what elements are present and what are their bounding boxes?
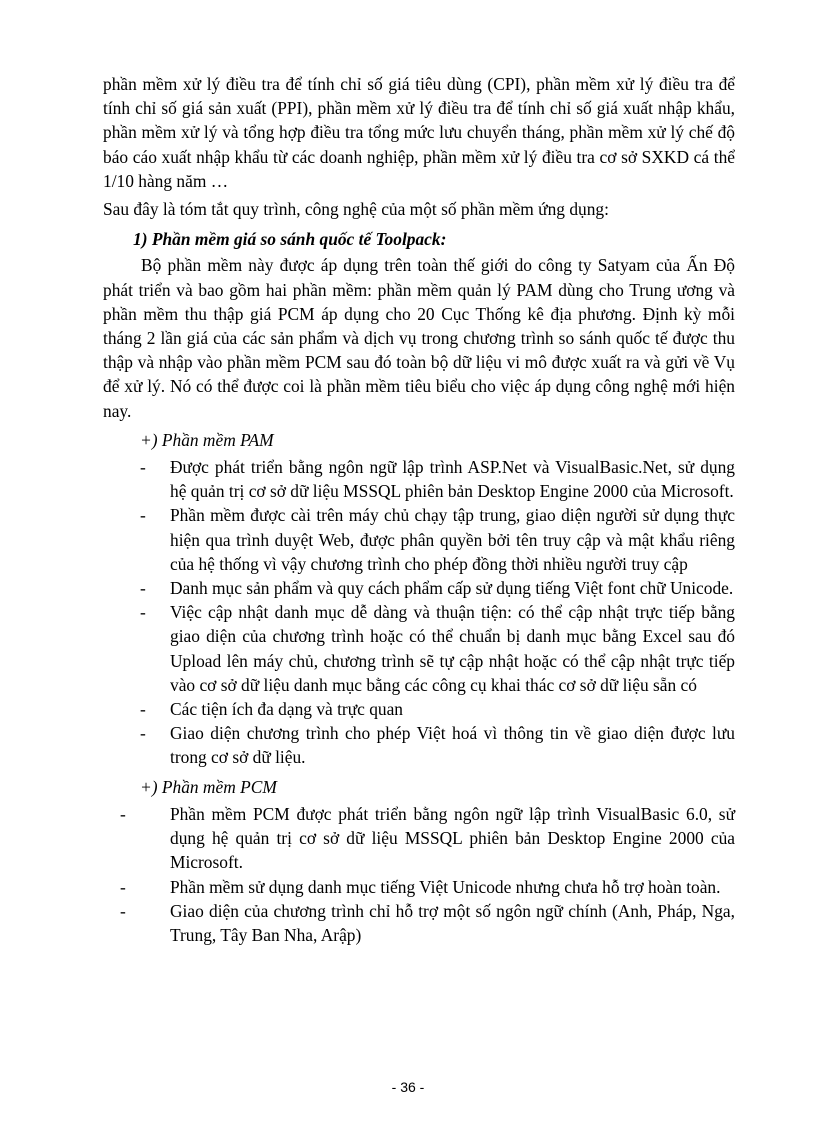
list-item: - Danh mục sản phẩm và quy cách phẩm cấp sử dụng tiếng Việt font chữ Unicode. <box>103 576 735 600</box>
page-number: - 36 - <box>391 1079 425 1095</box>
list-item: - Phần mềm được cài trên máy chủ chạy tập trung, giao diện người sử dụng thực hiện qua trình duyệt Web, được phân quyền bởi tên truy cập và mật khẩu riêng của hệ thống vì vậy chương trình cho phép đồng thời nhiều người truy cập <box>140 505 735 574</box>
list-item: - Giao diện chương trình cho phép Việt hoá vì thông tin về giao diện được lưu trong cơ sở dữ liệu. <box>140 723 735 768</box>
bullet-dash: - <box>140 578 146 599</box>
bullet-dash: - <box>140 723 146 744</box>
bullet-dash: - <box>120 803 126 824</box>
bullet-dash: - <box>140 505 146 526</box>
pam-heading: +) Phần mềm PAM <box>140 429 274 450</box>
intro-paragraph: phần mềm xử lý điều tra để tính chỉ số giá tiêu dùng (CPI), phần mềm xử lý điều tra để tính chỉ số giá sản xuất (PPI), phần mềm xử lý điều tra để tính chỉ số giá xuất nhập khẩu, phần mềm xử lý và tổng hợp điều tra tổng mức lưu chuyển tháng, phần mềm xử lý chế độ báo cáo xuất nhập khẩu từ các doanh nghiệp, phần mềm xử lý điều tra cơ sở SXKD cá thể 1/10 hàng năm … <box>103 74 735 191</box>
pam-list <box>103 455 735 770</box>
toolpack-paragraph: Bộ phần mềm này được áp dụng trên toàn thế giới do công ty Satyam của Ấn Độ phát triển và bao gồm hai phần mềm: phần mềm quản lý PAM dùng cho Trung ương và phần mềm thu thập giá PCM áp dụng cho 20 Cục Thống kê địa phương. Định kỳ mỗi tháng 2 lần giá của các sản phẩm và dịch vụ trong chương trình so sánh quốc tế được thu thập và nhập vào phần mềm PCM sau đó toàn bộ dữ liệu vi mô được xuất ra và gửi về Vụ để xử lý. Nó có thể được coi là phần mềm tiêu biểu cho việc áp dụng công nghệ mới hiện nay. <box>103 255 735 421</box>
bullet-dash: - <box>140 457 146 478</box>
list-item: - Được phát triển bằng ngôn ngữ lập trình ASP.Net và VisualBasic.Net, sử dụng hệ quản trị cơ sở dữ liệu MSSQL phiên bản Desktop Engine 2000 của Microsoft. <box>140 457 735 502</box>
list-item: - Việc cập nhật danh mục dễ dàng và thuận tiện: có thể cập nhật trực tiếp bằng giao diện của chương trình hoặc có thể chuẩn bị danh mục bằng Excel sau đó Upload lên máy chủ, chương trình sẽ tự cập nhật hoặc có thể cập nhật trực tiếp vào cơ sở dữ liệu danh mục bằng các công cụ khai thác cơ sở dữ liệu sẵn có <box>140 602 735 695</box>
pcm-heading: +) Phần mềm PCM <box>140 776 277 797</box>
bullet-dash: - <box>140 602 146 623</box>
summary-paragraph: Sau đây là tóm tắt quy trình, công nghệ của một số phần mềm ứng dụng: <box>103 199 609 220</box>
bullet-dash: - <box>120 876 126 897</box>
pcm-list <box>103 802 735 947</box>
bullet-dash: - <box>120 900 126 921</box>
list-item: - Các tiện ích đa dạng và trực quan <box>103 697 735 721</box>
bullet-dash: - <box>140 699 146 720</box>
list-item: - Phần mềm sử dụng danh mục tiếng Việt Unicode nhưng chưa hỗ trợ hoàn toàn. <box>103 875 735 899</box>
document-page <box>103 72 735 947</box>
list-item: - Giao diện của chương trình chỉ hỗ trợ một số ngôn ngữ chính (Anh, Pháp, Nga, Trung, Tây Ban Nha, Arập) <box>120 900 735 945</box>
list-item: - Phần mềm PCM được phát triển bằng ngôn ngữ lập trình VisualBasic 6.0, sử dụng hệ quản trị cơ sở dữ liệu MSSQL phiên bản Desktop Engine 2000 của Microsoft. <box>120 803 735 873</box>
section-heading-toolpack: 1) Phần mềm giá so sánh quốc tế Toolpack: <box>133 229 447 250</box>
